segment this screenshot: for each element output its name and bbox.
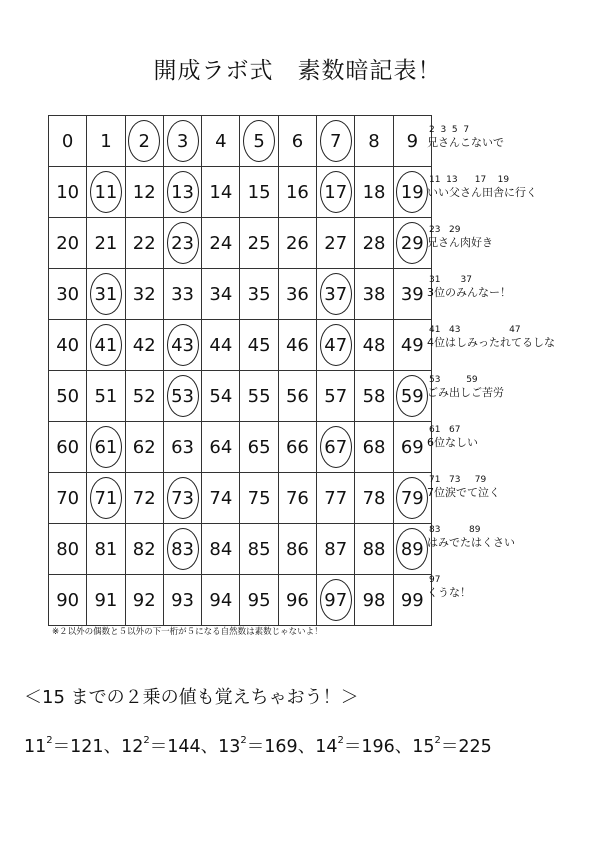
prime-cell — [393, 167, 431, 218]
mnemonic-phrase: 兄さん肉好き — [427, 236, 493, 249]
number-cell — [240, 524, 278, 575]
mnemonic-phrase: はみでたはくさい — [427, 536, 515, 549]
prime-cell — [163, 116, 201, 167]
number-cell — [125, 524, 163, 575]
cell-number: 75 — [247, 487, 271, 509]
square-separator: 、 — [200, 737, 219, 757]
number-cell — [278, 218, 316, 269]
number-cell — [49, 167, 87, 218]
prime-cell — [317, 269, 355, 320]
prime-cell — [393, 524, 431, 575]
number-cell — [355, 575, 393, 626]
cell-number: 86 — [285, 538, 309, 560]
mnemonic-primes: 71 73 79 — [429, 475, 487, 485]
number-cell — [355, 320, 393, 371]
number-cell — [202, 269, 240, 320]
prime-cell — [87, 422, 125, 473]
cell-number: 8 — [368, 130, 380, 152]
number-cell — [163, 575, 201, 626]
cell-number: 94 — [209, 589, 233, 611]
cell-number: 65 — [247, 436, 271, 458]
square-exponent: 2 — [337, 735, 344, 746]
mnemonic-phrase: 3位のみんなー！ — [427, 286, 511, 299]
square-value: ＝225 — [440, 737, 492, 757]
grid-row — [49, 320, 432, 371]
number-cell — [278, 320, 316, 371]
cell-number: 54 — [209, 385, 233, 407]
cell-number: 13 — [171, 181, 194, 203]
cell-number: 56 — [285, 385, 309, 407]
number-cell — [355, 116, 393, 167]
number-cell — [278, 167, 316, 218]
cell-number: 23 — [171, 232, 194, 254]
grid-row — [49, 218, 432, 269]
mnemonic-phrase: 6位なしい — [427, 436, 478, 449]
number-cell — [355, 269, 393, 320]
number-cell — [355, 422, 393, 473]
grid-row — [49, 116, 432, 167]
cell-number: 77 — [324, 487, 348, 509]
number-cell — [125, 269, 163, 320]
mnemonic-phrase: 4位はしみったれてるしな — [427, 336, 555, 349]
number-cell — [240, 269, 278, 320]
cell-number: 50 — [56, 385, 80, 407]
grid-row — [49, 167, 432, 218]
prime-cell — [163, 524, 201, 575]
number-cell — [278, 116, 316, 167]
prime-cell — [163, 473, 201, 524]
prime-cell — [163, 218, 201, 269]
mnemonic-phrase: ごみ出しご苦労 — [427, 386, 504, 399]
number-cell — [355, 524, 393, 575]
cell-number: 83 — [171, 538, 194, 560]
cell-number: 92 — [132, 589, 156, 611]
squares-line — [24, 733, 492, 758]
cell-number: 98 — [362, 589, 386, 611]
number-cell — [355, 371, 393, 422]
cell-number: 5 — [253, 130, 265, 152]
number-cell — [317, 218, 355, 269]
cell-number: 91 — [94, 589, 118, 611]
cell-number: 44 — [209, 334, 233, 356]
cell-number: 88 — [362, 538, 386, 560]
mnemonic-primes: 31 37 — [429, 275, 472, 285]
cell-number: 48 — [362, 334, 386, 356]
number-cell — [393, 269, 431, 320]
mnemonic-primes: 23 29 — [429, 225, 461, 235]
mnemonic-primes: 11 13 17 19 — [429, 175, 510, 185]
number-cell — [355, 218, 393, 269]
cell-number: 6 — [291, 130, 304, 152]
cell-number: 52 — [132, 385, 156, 407]
cell-number: 95 — [247, 589, 271, 611]
number-cell — [49, 269, 87, 320]
cell-number: 79 — [400, 487, 424, 509]
number-cell — [240, 473, 278, 524]
square-base: 11 — [24, 737, 47, 757]
prime-cell — [163, 167, 201, 218]
number-cell — [240, 218, 278, 269]
number-cell — [87, 371, 125, 422]
cell-number: 72 — [132, 487, 156, 509]
number-cell — [240, 422, 278, 473]
mnemonic-primes: 61 67 — [429, 425, 461, 435]
prime-cell — [163, 320, 201, 371]
cell-number: 33 — [171, 283, 194, 305]
square-value: ＝121 — [52, 737, 104, 757]
number-cell — [163, 269, 201, 320]
number-cell — [393, 575, 431, 626]
prime-cell — [125, 116, 163, 167]
number-cell — [49, 422, 87, 473]
mnemonic-phrase: 7位涙でて泣く — [427, 486, 500, 499]
square-exponent: 2 — [434, 735, 441, 746]
number-cell — [202, 371, 240, 422]
cell-number: 99 — [400, 589, 424, 611]
cell-number: 60 — [56, 436, 80, 458]
cell-number: 90 — [56, 589, 80, 611]
prime-cell — [240, 116, 278, 167]
cell-number: 34 — [209, 283, 233, 305]
mnemonic-phrase: くうな！ — [427, 586, 471, 599]
number-cell — [87, 524, 125, 575]
number-cell — [125, 422, 163, 473]
cell-number: 28 — [362, 232, 386, 254]
cell-number: 62 — [132, 436, 156, 458]
cell-number: 66 — [285, 436, 309, 458]
number-cell — [49, 575, 87, 626]
number-cell — [202, 473, 240, 524]
square-equation — [218, 737, 315, 757]
cell-number: 22 — [132, 232, 156, 254]
cell-number: 67 — [324, 436, 348, 458]
prime-cell — [87, 320, 125, 371]
cell-number: 41 — [94, 334, 118, 356]
number-cell — [393, 320, 431, 371]
cell-number: 81 — [94, 538, 118, 560]
cell-number: 7 — [330, 130, 342, 152]
cell-number: 87 — [324, 538, 348, 560]
grid-row — [49, 269, 432, 320]
square-base: 15 — [412, 737, 435, 757]
cell-number: 42 — [132, 334, 156, 356]
cell-number: 76 — [285, 487, 309, 509]
prime-cell — [393, 473, 431, 524]
number-cell — [278, 575, 316, 626]
number-cell — [125, 371, 163, 422]
prime-cell — [317, 167, 355, 218]
squares-heading: ＜15 までの２乗の値も覚えちゃおう！＞ — [24, 687, 359, 708]
prime-cell — [87, 167, 125, 218]
cell-number: 89 — [400, 538, 424, 560]
mnemonic-primes: 41 43 47 — [429, 325, 521, 335]
cell-number: 15 — [247, 181, 271, 203]
cell-number: 11 — [94, 181, 118, 203]
number-cell — [202, 422, 240, 473]
prime-cell — [317, 320, 355, 371]
number-cell — [125, 575, 163, 626]
square-value: ＝196 — [343, 737, 395, 757]
grid-row — [49, 575, 432, 626]
cell-number: 31 — [94, 283, 118, 305]
number-cell — [49, 218, 87, 269]
cell-number: 84 — [209, 538, 233, 560]
cell-number: 25 — [247, 232, 271, 254]
cell-number: 82 — [132, 538, 156, 560]
cell-number: 26 — [285, 232, 309, 254]
grid-row — [49, 524, 432, 575]
cell-number: 36 — [285, 283, 309, 305]
number-cell — [278, 371, 316, 422]
number-cell — [278, 473, 316, 524]
cell-number: 61 — [94, 436, 118, 458]
number-cell — [87, 116, 125, 167]
grid-row — [49, 422, 432, 473]
cell-number: 27 — [324, 232, 348, 254]
cell-number: 53 — [171, 385, 194, 407]
number-cell — [49, 371, 87, 422]
cell-number: 80 — [56, 538, 80, 560]
square-exponent: 2 — [143, 735, 150, 746]
cell-number: 12 — [132, 181, 156, 203]
number-cell — [163, 422, 201, 473]
number-cell — [240, 371, 278, 422]
prime-number-grid — [48, 115, 432, 626]
cell-number: 73 — [171, 487, 194, 509]
cell-number: 9 — [406, 130, 419, 152]
cell-number: 4 — [215, 130, 227, 152]
square-value: ＝144 — [149, 737, 201, 757]
cell-number: 43 — [171, 334, 194, 356]
cell-number: 70 — [56, 487, 80, 509]
grid-row — [49, 473, 432, 524]
cell-number: 45 — [247, 334, 271, 356]
number-cell — [317, 473, 355, 524]
mnemonic-primes: 53 59 — [429, 375, 478, 385]
number-cell — [393, 422, 431, 473]
cell-number: 55 — [247, 385, 271, 407]
number-cell — [202, 524, 240, 575]
mnemonic-primes: 2 3 5 7 — [429, 125, 470, 135]
cell-number: 57 — [324, 385, 348, 407]
cell-number: 93 — [171, 589, 194, 611]
square-base: 12 — [121, 737, 144, 757]
square-base: 13 — [218, 737, 241, 757]
square-equation — [121, 737, 218, 757]
number-cell — [125, 320, 163, 371]
prime-cell — [393, 371, 431, 422]
number-cell — [355, 473, 393, 524]
square-exponent: 2 — [46, 735, 53, 746]
number-cell — [355, 167, 393, 218]
number-cell — [202, 218, 240, 269]
cell-number: 71 — [94, 487, 118, 509]
cell-number: 35 — [247, 283, 271, 305]
square-equation — [412, 737, 492, 757]
cell-number: 20 — [56, 232, 80, 254]
cell-number: 97 — [324, 589, 348, 611]
prime-cell — [317, 422, 355, 473]
mnemonic-phrase: いい父さん田舎に行く — [427, 186, 537, 199]
number-cell — [202, 320, 240, 371]
cell-number: 47 — [324, 334, 348, 356]
cell-number: 78 — [362, 487, 386, 509]
number-cell — [49, 320, 87, 371]
number-cell — [49, 116, 87, 167]
mnemonic-primes: 83 89 — [429, 525, 481, 535]
square-equation — [315, 737, 412, 757]
cell-number: 69 — [400, 436, 424, 458]
square-value: ＝169 — [246, 737, 298, 757]
number-cell — [202, 167, 240, 218]
number-cell — [87, 575, 125, 626]
number-cell — [278, 422, 316, 473]
cell-number: 46 — [285, 334, 309, 356]
number-cell — [49, 473, 87, 524]
cell-number: 3 — [176, 130, 189, 152]
number-cell — [317, 524, 355, 575]
number-cell — [240, 167, 278, 218]
cell-number: 85 — [247, 538, 271, 560]
cell-number: 39 — [400, 283, 424, 305]
cell-number: 10 — [56, 181, 80, 203]
square-exponent: 2 — [240, 735, 247, 746]
cell-number: 17 — [324, 181, 348, 203]
cell-number: 49 — [400, 334, 424, 356]
cell-number: 32 — [132, 283, 156, 305]
cell-number: 14 — [209, 181, 233, 203]
cell-number: 0 — [61, 130, 74, 152]
number-cell — [125, 473, 163, 524]
prime-cell — [87, 473, 125, 524]
number-cell — [278, 269, 316, 320]
number-cell — [202, 116, 240, 167]
prime-cell — [163, 371, 201, 422]
prime-cell — [317, 116, 355, 167]
number-cell — [317, 371, 355, 422]
number-cell — [240, 320, 278, 371]
square-separator: 、 — [103, 737, 122, 757]
cell-number: 21 — [94, 232, 118, 254]
number-cell — [202, 575, 240, 626]
square-base: 14 — [315, 737, 338, 757]
prime-cell — [87, 269, 125, 320]
page-title: 開成ラボ式 素数暗記表！ — [153, 58, 442, 84]
cell-number: 24 — [209, 232, 233, 254]
cell-number: 96 — [285, 589, 309, 611]
prime-cell — [393, 218, 431, 269]
cell-number: 64 — [209, 436, 233, 458]
cell-number: 30 — [56, 283, 80, 305]
number-cell — [240, 575, 278, 626]
number-cell — [125, 218, 163, 269]
cell-number: 58 — [362, 385, 386, 407]
cell-number: 59 — [400, 385, 424, 407]
square-separator: 、 — [394, 737, 413, 757]
mnemonic-primes: 97 — [429, 575, 441, 585]
prime-cell — [317, 575, 355, 626]
cell-number: 1 — [100, 130, 112, 152]
cell-number: 51 — [94, 385, 118, 407]
number-cell — [125, 167, 163, 218]
cell-number: 68 — [362, 436, 386, 458]
cell-number: 19 — [400, 181, 424, 203]
cell-number: 74 — [209, 487, 233, 509]
cell-number: 38 — [362, 283, 386, 305]
note-text: ※２以外の偶数と５以外の下一桁が５になる自然数は素数じゃないよ！ — [52, 627, 323, 637]
mnemonic-phrase: 兄さんこないで — [427, 136, 504, 149]
square-equation — [24, 737, 121, 757]
cell-number: 2 — [138, 130, 150, 152]
cell-number: 37 — [324, 283, 348, 305]
number-cell — [49, 524, 87, 575]
square-separator: 、 — [297, 737, 316, 757]
grid-row — [49, 371, 432, 422]
cell-number: 29 — [400, 232, 424, 254]
cell-number: 40 — [56, 334, 80, 356]
cell-number: 18 — [362, 181, 386, 203]
number-cell — [393, 116, 431, 167]
cell-number: 16 — [285, 181, 309, 203]
cell-number: 63 — [171, 436, 194, 458]
number-cell — [278, 524, 316, 575]
number-cell — [87, 218, 125, 269]
